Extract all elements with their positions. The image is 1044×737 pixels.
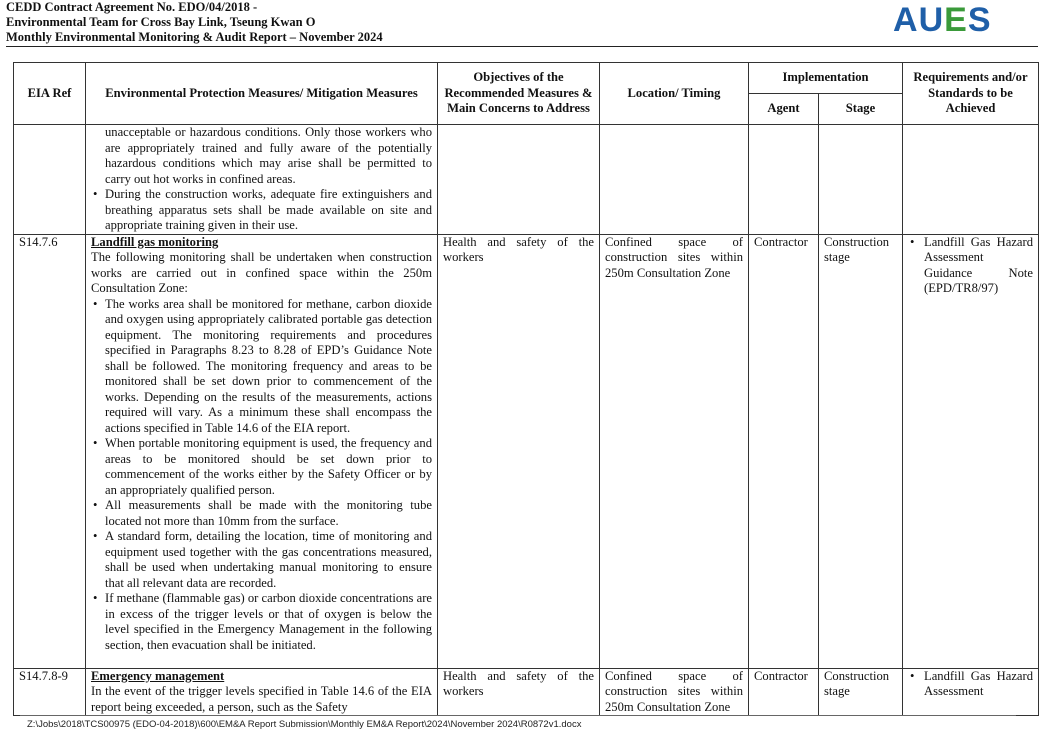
footer-divider — [20, 715, 1016, 716]
section-text: In the event of the trigger levels specified in Table 14.6 of the EIA report being exceeded, a person, such as the Safety — [91, 684, 432, 714]
requirement-item: • Landfill Gas Hazard Assessment — [908, 669, 1033, 700]
cell-location — [600, 125, 749, 235]
cell-eia-ref: S14.7.6 — [14, 234, 86, 668]
cell-objectives: Health and safety of the workers — [438, 234, 600, 668]
list-item: • All measurements shall be made with the monitoring tube located not more than 10mm from the surface. — [105, 498, 432, 529]
cell-eia-ref: S14.7.8-9 — [14, 668, 86, 716]
col-header-agent: Agent — [749, 94, 819, 125]
cell-requirements — [903, 234, 1039, 668]
col-header-stage: Stage — [819, 94, 903, 125]
list-item: • When portable monitoring equipment is used, the frequency and areas to be monitored should be set down prior to commencement of the works either by the Safety Officer or by an appropriately qualified person. — [105, 436, 432, 498]
mitigation-measures-table — [13, 62, 1039, 716]
table-row — [14, 234, 1039, 668]
cell-stage — [819, 125, 903, 235]
cell-stage: Construction stage — [819, 668, 903, 716]
logo-letter-a: A — [893, 1, 919, 39]
requirement-item: • Landfill Gas Hazard Assessment Guidance Note (EPD/TR8/97) — [908, 235, 1033, 297]
cell-agent: Contractor — [749, 234, 819, 668]
continuation-text: unacceptable or hazardous conditions. Only those workers who are appropriately trained and fully aware of the potentially hazardous conditions which may arise shall be permitted to carry out hot works in confined areas. — [105, 125, 432, 186]
list-item: • A standard form, detailing the location, time of monitoring and equipment used together with the gas concentrations measured, shall be used when undertaking manual monitoring to ensure that all relevant data are recorded. — [105, 529, 432, 591]
cell-measures — [86, 668, 438, 716]
col-header-eia-ref: EIA Ref — [14, 63, 86, 125]
section-title: Emergency management — [91, 668, 225, 683]
cell-requirements — [903, 668, 1039, 716]
col-header-objectives: Objectives of the Recommended Measures & Main Concerns to Address — [438, 63, 600, 125]
section-intro: The following monitoring shall be undertaken when construction works are carried out in confined space within the 250m Consultation Zone: — [91, 250, 432, 295]
list-item: • If methane (flammable gas) or carbon dioxide concentrations are in excess of the trigger levels or that of oxygen is below the level specified in the Emergency Management in the following section, then evacuation shall be initiated. — [105, 591, 432, 653]
cell-objectives: Health and safety of the workers — [438, 668, 600, 716]
cell-eia-ref — [14, 125, 86, 235]
measures-bullet-list — [91, 187, 432, 234]
document-header — [6, 0, 383, 45]
header-line-1: CEDD Contract Agreement No. EDO/04/2018 - — [6, 0, 258, 14]
cell-measures — [86, 234, 438, 668]
header-line-2: Environmental Team for Cross Bay Link, Tseung Kwan O — [6, 15, 316, 29]
col-header-location: Location/ Timing — [600, 63, 749, 125]
section-title: Landfill gas monitoring — [91, 234, 219, 249]
cell-measures — [86, 125, 438, 235]
cell-location: Confined space of construction sites within 250m Consultation Zone — [600, 668, 749, 716]
cell-stage: Construction stage — [819, 234, 903, 668]
footer-file-path: Z:\Jobs\2018\TCS00975 (EDO-04-2018)\600\EM&A Report Submission\Monthly EM&A Report\2024\November 2024\R0872v1.docx — [27, 719, 582, 730]
col-header-requirements: Requirements and/or Standards to be Achieved — [903, 63, 1039, 125]
aues-logo — [893, 0, 992, 40]
logo-letter-u: U — [918, 1, 945, 39]
list-item: • During the construction works, adequate fire extinguishers and breathing apparatus sets shall be made available on site and appropriate training given in their use. — [105, 187, 432, 234]
header-line-3: Monthly Environmental Monitoring & Audit Report – November 2024 — [6, 30, 383, 44]
table-row — [14, 125, 1039, 235]
table-row — [14, 668, 1039, 716]
cell-agent — [749, 125, 819, 235]
cell-location: Confined space of construction sites within 250m Consultation Zone — [600, 234, 749, 668]
cell-objectives — [438, 125, 600, 235]
cell-requirements — [903, 125, 1039, 235]
list-item: • The works area shall be monitored for methane, carbon dioxide and oxygen using appropriately calibrated portable gas detection equipment. The monitoring requirements and procedures specified in Paragraphs 8.23 to 8.28 of EPD’s Guidance Note shall be followed. The monitoring frequency and areas to be monitored shall be set down prior to commencement of the works. Depending on the results of the measurements, actions required will vary. As a minimum these shall encompass the actions specified in Table 14.6 of the EIA report. — [105, 297, 432, 437]
logo-letter-s: S — [967, 1, 992, 39]
logo-letter-e: E — [944, 1, 968, 39]
col-header-implementation: Implementation — [749, 63, 903, 94]
cell-agent: Contractor — [749, 668, 819, 716]
measures-bullet-list — [91, 297, 432, 654]
header-divider — [6, 46, 1038, 47]
col-header-measures: Environmental Protection Measures/ Mitigation Measures — [86, 63, 438, 125]
